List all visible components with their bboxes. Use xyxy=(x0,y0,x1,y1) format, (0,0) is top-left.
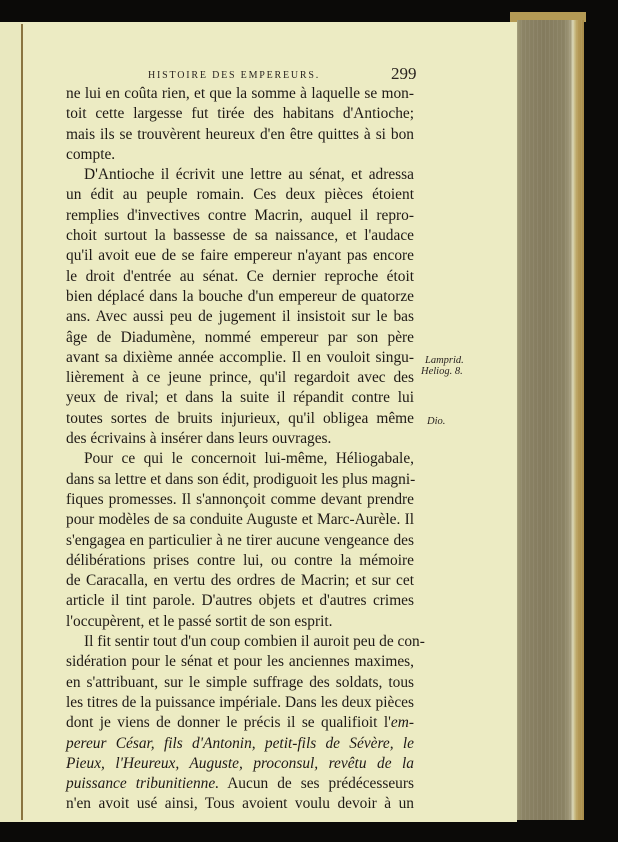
text-line: ne lui en coûta rien, et que la somme à laquelle se mon- xyxy=(66,85,414,102)
text-line: l'occupèrent, et le passé sortit de son esprit. xyxy=(66,612,333,630)
page-block-edges xyxy=(517,20,584,820)
text-line: le droit d'entrée au sénat. Ce dernier reproche étoit xyxy=(66,267,414,285)
body-text xyxy=(66,84,425,815)
text-line: pereur César, fils d'Antonin, petit-fils de Sévère, le xyxy=(66,734,414,752)
text-line: des écrivains à insérer dans leurs ouvrages. xyxy=(66,430,332,448)
page-number: 299 xyxy=(391,64,417,83)
text-line: compte. xyxy=(66,145,116,163)
left-page-edge xyxy=(0,22,23,822)
text-line: s'engagea en particulier à ne tirer aucune vengeance des xyxy=(66,531,414,549)
text-line: yeux de rival; et dans la suite il répandit contre lui xyxy=(66,389,414,407)
text-line: choit surtout la bassesse de sa naissance, et l'audace xyxy=(66,227,414,245)
text-line: dans sa lettre et dans son édit, prodiguoit les plus magni- xyxy=(66,470,416,488)
margin-note-line: Heliog. 8. xyxy=(421,366,463,377)
text-line: en s'attribuant, sur le simple suffrage des soldats, tous xyxy=(66,673,414,691)
text-line: âge de Diadumène, nommé empereur par son père xyxy=(66,328,414,346)
text-line: un édit au peuple romain. Ces deux pièces étoient xyxy=(66,186,414,204)
text-line: ans. Avec aussi peu de jugement il insistoit sur le bas xyxy=(66,308,414,326)
margin-note-lamprid xyxy=(421,355,464,377)
text-line: remplies d'invectives contre Macrin, auquel il repro- xyxy=(66,206,414,224)
text-line: dont je viens de donner le précis il se qualifioit l'em- xyxy=(66,714,414,732)
text-line: de Caracalla, en vertu des ordres de Macrin; et sur cet xyxy=(66,572,414,590)
text-line: bien déplacé dans la bouche d'un empereur de quatorze xyxy=(66,287,414,305)
text-line: pour modèles de sa conduite Auguste et Marc-Aurèle. Il xyxy=(66,511,414,529)
text-line: toit cette largesse fut tirée des habitans d'Antioche; xyxy=(66,105,414,123)
text-line: Pieux, l'Heureux, Auguste, proconsul, revêtu de la xyxy=(66,754,414,772)
text-line: sidération pour le sénat et pour les anciennes maximes, xyxy=(66,653,414,671)
text-line: délibérations prises contre lui, ou contre la mémoire xyxy=(66,551,414,569)
running-title: HISTOIRE DES EMPEREURS. xyxy=(148,70,321,81)
text-line: qu'il avoit eue de se faire empereur n'ayant pas encore xyxy=(66,247,414,265)
text-line: puissance tribunitienne. Aucun de ses prédécesseurs xyxy=(66,775,414,793)
text-line: Il fit sentir tout d'un coup combien il auroit peu de con- xyxy=(84,633,425,651)
text-line: toutes sortes de bruits injurieux, qu'il obligea même xyxy=(66,409,414,427)
text-line: fiques promesses. Il s'annonçoit comme devant prendre xyxy=(66,490,414,508)
margin-note-dio xyxy=(427,416,445,427)
text-line: n'en avoit usé ainsi, Tous avoient voulu devoir à un xyxy=(66,795,414,813)
margin-note-line: Lamprid. xyxy=(425,355,464,366)
text-line: D'Antioche il écrivit une lettre au sénat, et adressa xyxy=(84,166,414,184)
text-line: Pour ce qui le concernoit lui-même, Héliogabale, xyxy=(84,450,414,468)
text-line: avant sa dixième année accomplie. Il en vouloit singu- xyxy=(66,348,414,366)
text-line: mais ils se trouvèrent heureux d'en être quittes à si bon xyxy=(66,125,414,143)
margin-note-line: Dio. xyxy=(427,416,446,427)
text-line: lièrement à ce jeune prince, qu'il regardoit avec des xyxy=(66,369,414,387)
text-line: article il tint parole. D'autres objets et d'autres crimes xyxy=(66,592,414,610)
text-line: les titres de la puissance impériale. Dans les deux pièces xyxy=(66,693,414,711)
